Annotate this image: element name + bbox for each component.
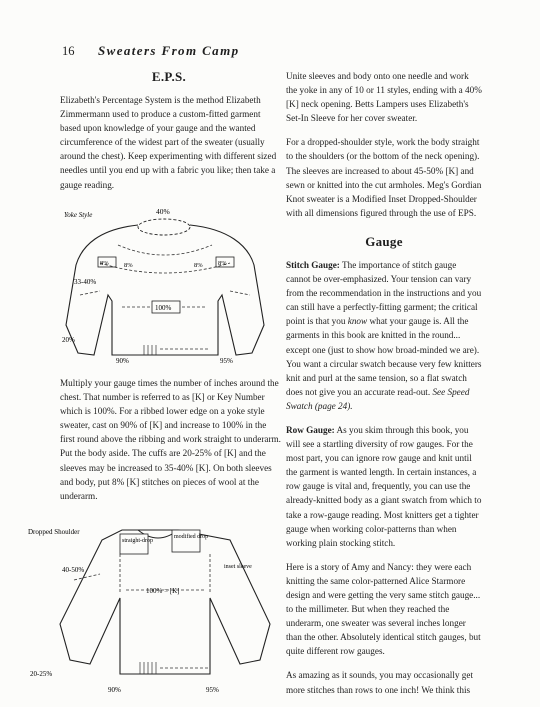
inset-sleeve-label: inset sleeve xyxy=(224,564,252,570)
left-column xyxy=(60,69,278,202)
eps-yoke-paragraph: Unite sleeves and body onto one needle and work the yoke in any of 10 or 11 styles, ending with a 40% [K] neck opening. Betts Lampers uses Elizabeth's Set-In Sleeve for her cover sweater. xyxy=(286,71,482,124)
stitch-gauge-lead: Stitch Gauge: xyxy=(286,259,340,270)
straight-drop-label: straight-drop xyxy=(122,538,153,544)
yoke-style-label: Yoke Style xyxy=(64,211,93,219)
yoke-sleeve-dash-left xyxy=(80,291,100,295)
yoke-body-label: 100% xyxy=(155,304,172,312)
stitch-gauge-know: know xyxy=(347,316,368,327)
yoke-neck-line xyxy=(138,219,190,235)
drop-hem-right: 95% xyxy=(206,686,219,694)
yoke-outline xyxy=(66,225,264,355)
gauge-heading: Gauge xyxy=(365,233,403,249)
straight-drop-box xyxy=(120,534,148,554)
eps-dropped-shoulder-paragraph: For a dropped-shoulder style, work the body straight to the shoulders (or the bottom of the neck opening). The sleeves are increased to about 45-50% [K] and sewn or knitted into the cut armholes. Meg's Gordian Knot sweater is a Modified Inset Dropped-Shoulder with all dimensions figured through the use of EPS. xyxy=(286,137,482,218)
right-column xyxy=(286,69,482,707)
underarm-left-inner: 8% xyxy=(124,262,133,269)
eps-intro-paragraph: Elizabeth's Percentage System is the method Elizabeth Zimmermann used to produce a custom-fitted garment based upon knowledge of your gauge and the wanted circumference of the widest part of the sweater (usually around the chest). Keep experimenting with different sized needles until you end up with a fabric you like; then take a gauge reading. xyxy=(60,95,277,190)
modified-drop-label: modified drop xyxy=(174,534,209,540)
dropped-shoulder-label: Dropped Shoulder xyxy=(28,528,80,536)
drop-body-label: 100% = [K] xyxy=(146,587,180,595)
running-title: Sweaters From Camp xyxy=(98,43,240,58)
yoke-ribbing xyxy=(144,345,156,355)
row-gauge-lead: Row Gauge: xyxy=(286,424,335,435)
yoke-hem-right: 95% xyxy=(220,357,233,365)
underarm-right-inner: 8% xyxy=(194,262,203,269)
drop-ribbing xyxy=(140,662,156,674)
page-number: 16 xyxy=(62,44,75,58)
yoke-dashed-round-1 xyxy=(118,245,212,255)
underarm-right-outer: 8% xyxy=(218,260,227,267)
underarm-left-outer: 8% xyxy=(100,260,109,267)
drop-cuff-label: 20-25% xyxy=(30,670,53,678)
drop-outline xyxy=(60,530,270,674)
yoke-hem-left: 90% xyxy=(116,357,129,365)
stitch-gauge-text: The importance of stitch gauge cannot be over-emphasized. Your tension can vary from the recommendation in the instructions and you can still have a perfectly-fitting garment; the critical point is that you xyxy=(286,259,482,327)
yoke-style-diagram xyxy=(60,205,280,375)
amy-nancy-paragraph: Here is a story of Amy and Nancy: they were each knitting the same color-patterned Alice Starmore design and were getting the very same stitch gauge... to the millimeter. But when they reached the underarm, one sweater was several inches longer than the other. Absolutely identical stitch gauges, but quite different row gauges. xyxy=(286,561,481,657)
speed-swatch-reference: See Speed Swatch (page 24). xyxy=(286,386,470,411)
yoke-dashed-round-2 xyxy=(100,263,230,273)
drop-sleeve-label: 40-50% xyxy=(62,566,85,574)
stitch-gauge-text-2: what your gauge is. All the garments in this book are knitted in the round... except one (just to show how broad-minded we are). You want a circular swatch because very few knitters knit and purl at the same tension, so a flat swatch does not give you an accurate read-out. xyxy=(286,316,482,397)
yoke-sleeve-dash-right xyxy=(230,291,250,295)
yoke-cuff-label: 20% xyxy=(62,336,75,344)
dropped-shoulder-diagram xyxy=(28,524,280,696)
yoke-neck-label: 40% xyxy=(156,207,170,216)
closing-paragraph: As amazing as it sounds, you may occasionally get more stitches than rows to one inch! We think this xyxy=(286,670,474,695)
stitch-gauge-paragraph xyxy=(286,258,482,413)
yoke-sleeve-label: 33-40% xyxy=(74,278,97,286)
row-gauge-paragraph xyxy=(286,423,482,550)
drop-sleeve-dash-left xyxy=(74,574,100,580)
eps-heading: E.P.S. xyxy=(151,69,187,84)
row-gauge-text: As you skim through this book, you will see a startling diversity of row gauges. For the most part, you can ignore row gauge and knit until the garment is wanted length. In certain instances, a row gauge is vital and, frequently, you can use the already-knitted body as a giant swatch from which to take a row-gauge reading. Most knitters get a tighter gauge when working color-patterns than when working plain stocking stitch. xyxy=(286,424,482,548)
drop-hem-left: 90% xyxy=(108,686,121,694)
eps-key-number-block xyxy=(60,376,282,513)
eps-key-number-paragraph: Multiply your gauge times the number of inches around the chest. That number is referred to as [K] or Key Number which is 100%. For a ribbed lower edge on a yoke style sweater, cast on 90% of [K] and increase to 100% in the first round above the ribbing and work straight to underarm. Put the body aside. The cuffs are 20-25% of [K] and the sleeves may be increased to 35-40% [K]. On both sleeves and body, put 8% [K] stitches on pieces of wool at the underarm. xyxy=(60,378,281,501)
